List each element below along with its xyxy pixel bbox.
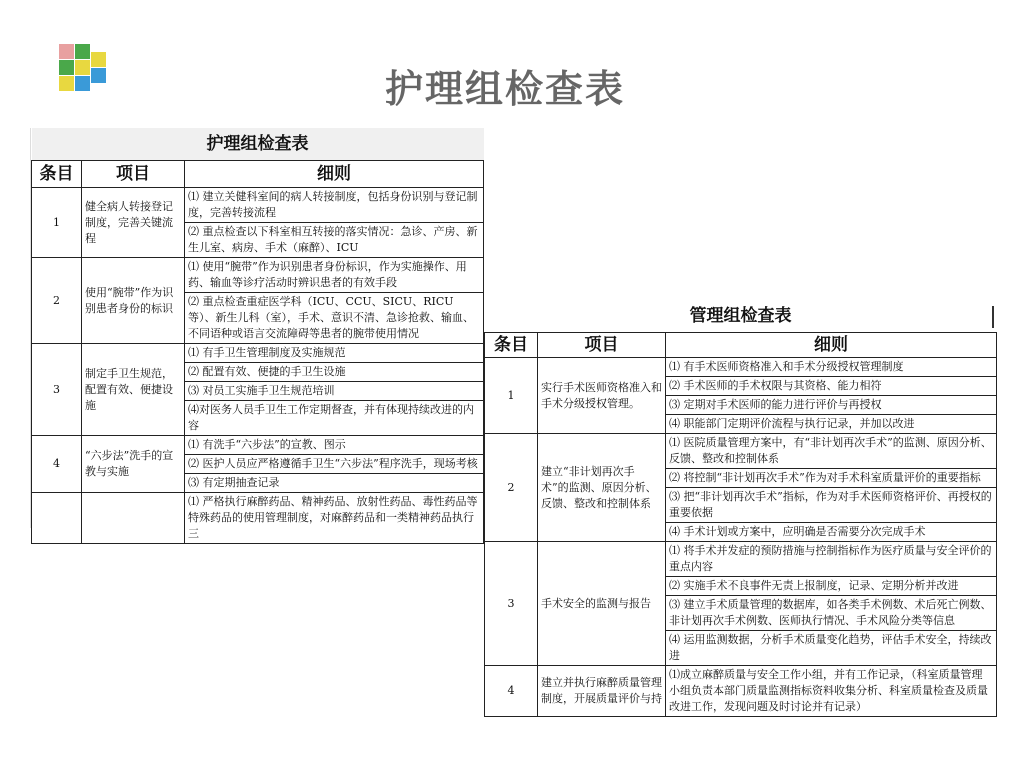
management-checklist-table <box>484 300 996 726</box>
row-detail: ⑵ 医护人员应严格遵循手卫生“六步法”程序洗手，现场考核 <box>185 455 484 474</box>
row-detail: ⑷ 手术计划或方案中，应明确是否需要分次完成手术 <box>666 523 997 542</box>
row-item: 实行手术医师资格准入和手术分级授权管理。 <box>538 358 666 434</box>
row-item: 制定手卫生规范，配置有效、便捷设施 <box>82 344 185 436</box>
row-number: 1 <box>32 188 82 258</box>
row-detail: ⑶ 定期对手术医师的能力进行评价与再授权 <box>666 396 997 415</box>
row-number: 3 <box>485 542 538 666</box>
row-detail: ⑴ 建立关健科室间的病人转接制度，包括身份识别与登记制度，完善转接流程 <box>185 188 484 223</box>
row-detail: ⑴ 有洗手“六步法”的宣教、图示 <box>185 436 484 455</box>
table-row <box>32 188 484 223</box>
row-detail: ⑵ 手术医师的手术权限与其资格、能力相符 <box>666 377 997 396</box>
row-detail: ⑶ 有定期抽查记录 <box>185 474 484 493</box>
row-detail: ⑷ 职能部门定期评价流程与执行记录，并加以改进 <box>666 415 997 434</box>
table-header-row <box>32 161 484 188</box>
row-detail: ⑶ 建立手术质量管理的数据库，如各类手术例数、术后死亡例数、非计划再次手术例数、医师执行情况、手术风险分类等信息 <box>666 596 997 631</box>
row-number: 4 <box>485 666 538 717</box>
row-detail: ⑴成立麻醉质量与安全工作小组，并有工作记录，（科室质量管理小组负责本部门质量监测指标资料收集分析、科室质量检查及质量改进工作，发现问题及时讨论并有记录） <box>666 666 997 717</box>
table-row <box>32 436 484 455</box>
row-number: 1 <box>485 358 538 434</box>
table-row <box>485 434 997 469</box>
row-detail: ⑵ 将控制“非计划再次手术”作为对手术科室质量评价的重要指标 <box>666 469 997 488</box>
row-detail: ⑵ 重点检查重症医学科（ICU、CCU、SICU、RICU等）、新生儿科（室），手术、意识不清、急诊抢救、输血、不同语种或语言交流障碍等患者的腕带使用情况 <box>185 293 484 344</box>
row-item: 建立并执行麻醉质量管理制度，开展质量评价与持 <box>538 666 666 717</box>
table-row <box>32 493 484 544</box>
row-number: 2 <box>32 258 82 344</box>
table-caption: 护理组检查表 <box>32 128 484 161</box>
row-detail: ⑶ 把“非计划再次手术”指标，作为对手术医师资格评价、再授权的重要依据 <box>666 488 997 523</box>
table-row <box>485 358 997 377</box>
column-header: 细则 <box>666 333 997 358</box>
nursing-table <box>31 128 484 544</box>
column-header: 细则 <box>185 161 484 188</box>
row-number: 2 <box>485 434 538 542</box>
row-detail: ⑵ 配置有效、便捷的手卫生设施 <box>185 363 484 382</box>
row-detail: ⑴ 严格执行麻醉药品、精神药品、放射性药品、毒性药品等特殊药品的使用管理制度，对麻醉药品和一类精神药品执行三 <box>185 493 484 544</box>
row-detail: ⑴ 有手术医师资格准入和手术分级授权管理制度 <box>666 358 997 377</box>
logo-square <box>75 44 90 59</box>
row-number: 3 <box>32 344 82 436</box>
row-detail: ⑴ 使用“腕带”作为识别患者身份标识，作为实施操作、用药、输血等诊疗活动时辨识患者的有效手段 <box>185 258 484 293</box>
row-detail: ⑵ 重点检查以下科室相互转接的落实情况：急诊、产房、新生儿室、病房、手术（麻醉）、ICU <box>185 223 484 258</box>
row-item: “六步法”洗手的宣教与实施 <box>82 436 185 493</box>
row-item: 手术安全的监测与报告 <box>538 542 666 666</box>
row-number <box>32 493 82 544</box>
column-header: 条目 <box>32 161 82 188</box>
row-detail: ⑵ 实施手术不良事件无责上报制度，记录、定期分析并改进 <box>666 577 997 596</box>
table-row <box>32 344 484 363</box>
table-row <box>485 542 997 577</box>
row-item <box>82 493 185 544</box>
logo-square <box>59 44 74 59</box>
row-detail: ⑶ 对员工实施手卫生规范培训 <box>185 382 484 401</box>
column-header: 项目 <box>82 161 185 188</box>
row-item: 建立“非计划再次手术”的监测、原因分析、反馈、整改和控制体系 <box>538 434 666 542</box>
table-row <box>485 666 997 717</box>
page-title: 护理组检查表 <box>384 66 625 111</box>
row-detail: ⑴ 将手术并发症的预防措施与控制指标作为医疗质量与安全评价的重点内容 <box>666 542 997 577</box>
row-detail: ⑴ 医院质量管理方案中，有“非计划再次手术”的监测、原因分析、反馈、整改和控制体系 <box>666 434 997 469</box>
table-caption-row <box>32 128 484 161</box>
table-header-row <box>485 333 997 358</box>
column-header: 条目 <box>485 333 538 358</box>
table-caption-row <box>485 300 997 333</box>
table-caption: 管理组检查表 <box>689 306 792 326</box>
row-item: 健全病人转接登记制度，完善关键流程 <box>82 188 185 258</box>
text-cursor <box>992 306 994 328</box>
management-table <box>484 300 997 717</box>
row-item: 使用“腕带”作为识别患者身份的标识 <box>82 258 185 344</box>
column-header: 项目 <box>538 333 666 358</box>
table-row <box>32 258 484 293</box>
row-number: 4 <box>32 436 82 493</box>
nursing-checklist-table <box>30 128 483 540</box>
row-detail: ⑷对医务人员手卫生工作定期督查，并有体现持续改进的内容 <box>185 401 484 436</box>
row-detail: ⑷ 运用监测数据，分析手术质量变化趋势，评估手术安全，持续改进 <box>666 631 997 666</box>
row-detail: ⑴ 有手卫生管理制度及实施规范 <box>185 344 484 363</box>
